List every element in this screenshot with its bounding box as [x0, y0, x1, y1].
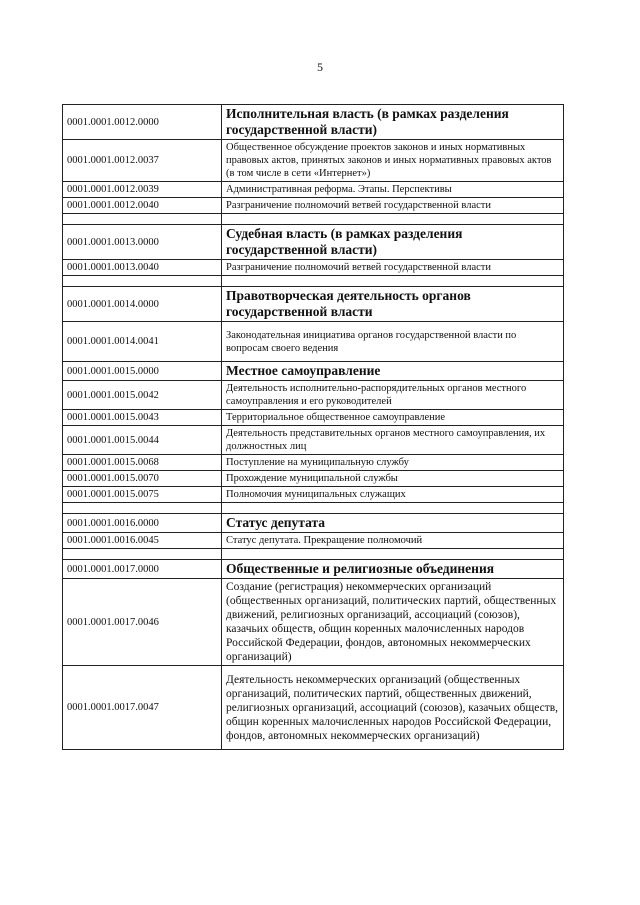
section-heading-row [63, 287, 564, 322]
topic-title: Административная реформа. Этапы. Перспективы [222, 182, 564, 198]
classifier-code: 0001.0001.0015.0042 [63, 381, 222, 410]
topic-title: Поступление на муниципальную службу [222, 455, 564, 471]
classifier-code: 0001.0001.0015.0070 [63, 471, 222, 487]
spacer-cell [222, 503, 564, 514]
classifier-code: 0001.0001.0016.0045 [63, 533, 222, 549]
spacer-cell [63, 214, 222, 225]
section-heading-row [63, 362, 564, 381]
classifier-code: 0001.0001.0012.0000 [63, 105, 222, 140]
topic-title: Законодательная инициатива органов государственной власти по вопросам своего ведения [222, 322, 564, 362]
spacer-cell [222, 549, 564, 560]
classifier-code: 0001.0001.0013.0000 [63, 225, 222, 260]
table-row [63, 381, 564, 410]
classifier-code: 0001.0001.0017.0047 [63, 666, 222, 750]
topic-title: Полномочия муниципальных служащих [222, 487, 564, 503]
section-title: Судебная власть (в рамках разделения государственной власти) [222, 225, 564, 260]
table-row [63, 426, 564, 455]
table-row [63, 260, 564, 276]
spacer-row [63, 549, 564, 560]
classifier-code: 0001.0001.0015.0068 [63, 455, 222, 471]
classifier-code: 0001.0001.0015.0075 [63, 487, 222, 503]
page-number: 5 [317, 60, 323, 74]
table-row [63, 533, 564, 549]
table-row [63, 455, 564, 471]
classifier-code: 0001.0001.0017.0046 [63, 579, 222, 666]
spacer-row [63, 503, 564, 514]
section-heading-row [63, 560, 564, 579]
topic-title: Статус депутата. Прекращение полномочий [222, 533, 564, 549]
classifier-code: 0001.0001.0015.0000 [63, 362, 222, 381]
spacer-cell [63, 276, 222, 287]
table-row [63, 487, 564, 503]
topic-title: Территориальное общественное самоуправление [222, 410, 564, 426]
spacer-row [63, 276, 564, 287]
spacer-cell [63, 503, 222, 514]
table-row [63, 666, 564, 750]
classifier-code: 0001.0001.0014.0041 [63, 322, 222, 362]
section-title: Статус депутата [222, 514, 564, 533]
classifier-code: 0001.0001.0013.0040 [63, 260, 222, 276]
table-row [63, 198, 564, 214]
topic-title: Деятельность исполнительно-распорядительных органов местного самоуправления и его руководителей [222, 381, 564, 410]
spacer-cell [222, 276, 564, 287]
section-title: Правотворческая деятельность органов государственной власти [222, 287, 564, 322]
spacer-cell [222, 214, 564, 225]
section-heading-row [63, 105, 564, 140]
section-heading-row [63, 225, 564, 260]
topic-title: Прохождение муниципальной службы [222, 471, 564, 487]
topic-title: Деятельность некоммерческих организаций (общественных организаций, политических партий, общественных движений, религиозных организаций, ассоциаций (союзов), казачьих обществ, общин коренных малочисленных народов Российской Федерации, фондов, автономных некоммерческих организаций) [222, 666, 564, 750]
section-title: Местное самоуправление [222, 362, 564, 381]
spacer-cell [63, 549, 222, 560]
table-row [63, 140, 564, 182]
topic-title: Разграничение полномочий ветвей государственной власти [222, 198, 564, 214]
classifier-code: 0001.0001.0012.0040 [63, 198, 222, 214]
classifier-code: 0001.0001.0014.0000 [63, 287, 222, 322]
classifier-code: 0001.0001.0017.0000 [63, 560, 222, 579]
table-row [63, 410, 564, 426]
section-title: Исполнительная власть (в рамках разделения государственной власти) [222, 105, 564, 140]
section-heading-row [63, 514, 564, 533]
topic-title: Деятельность представительных органов местного самоуправления, их должностных лиц [222, 426, 564, 455]
table-row [63, 579, 564, 666]
classifier-code: 0001.0001.0016.0000 [63, 514, 222, 533]
classifier-table-body [63, 105, 564, 750]
table-row [63, 322, 564, 362]
topic-title: Создание (регистрация) некоммерческих организаций (общественных организаций, политических партий, общественных движений, религиозных организаций, ассоциаций (союзов), казачьих обществ, общин коренных малочисленных народов Российской Федерации, фондов, автономных некоммерческих организаций) [222, 579, 564, 666]
topic-title: Разграничение полномочий ветвей государственной власти [222, 260, 564, 276]
classifier-code: 0001.0001.0015.0043 [63, 410, 222, 426]
section-title: Общественные и религиозные объединения [222, 560, 564, 579]
classifier-table [62, 104, 564, 750]
classifier-code: 0001.0001.0015.0044 [63, 426, 222, 455]
classifier-code: 0001.0001.0012.0037 [63, 140, 222, 182]
topic-title: Общественное обсуждение проектов законов и иных нормативных правовых актов, принятых законов и иных нормативных правовых актов (в том числе в сети «Интернет») [222, 140, 564, 182]
spacer-row [63, 214, 564, 225]
table-row [63, 471, 564, 487]
classifier-code: 0001.0001.0012.0039 [63, 182, 222, 198]
table-row [63, 182, 564, 198]
